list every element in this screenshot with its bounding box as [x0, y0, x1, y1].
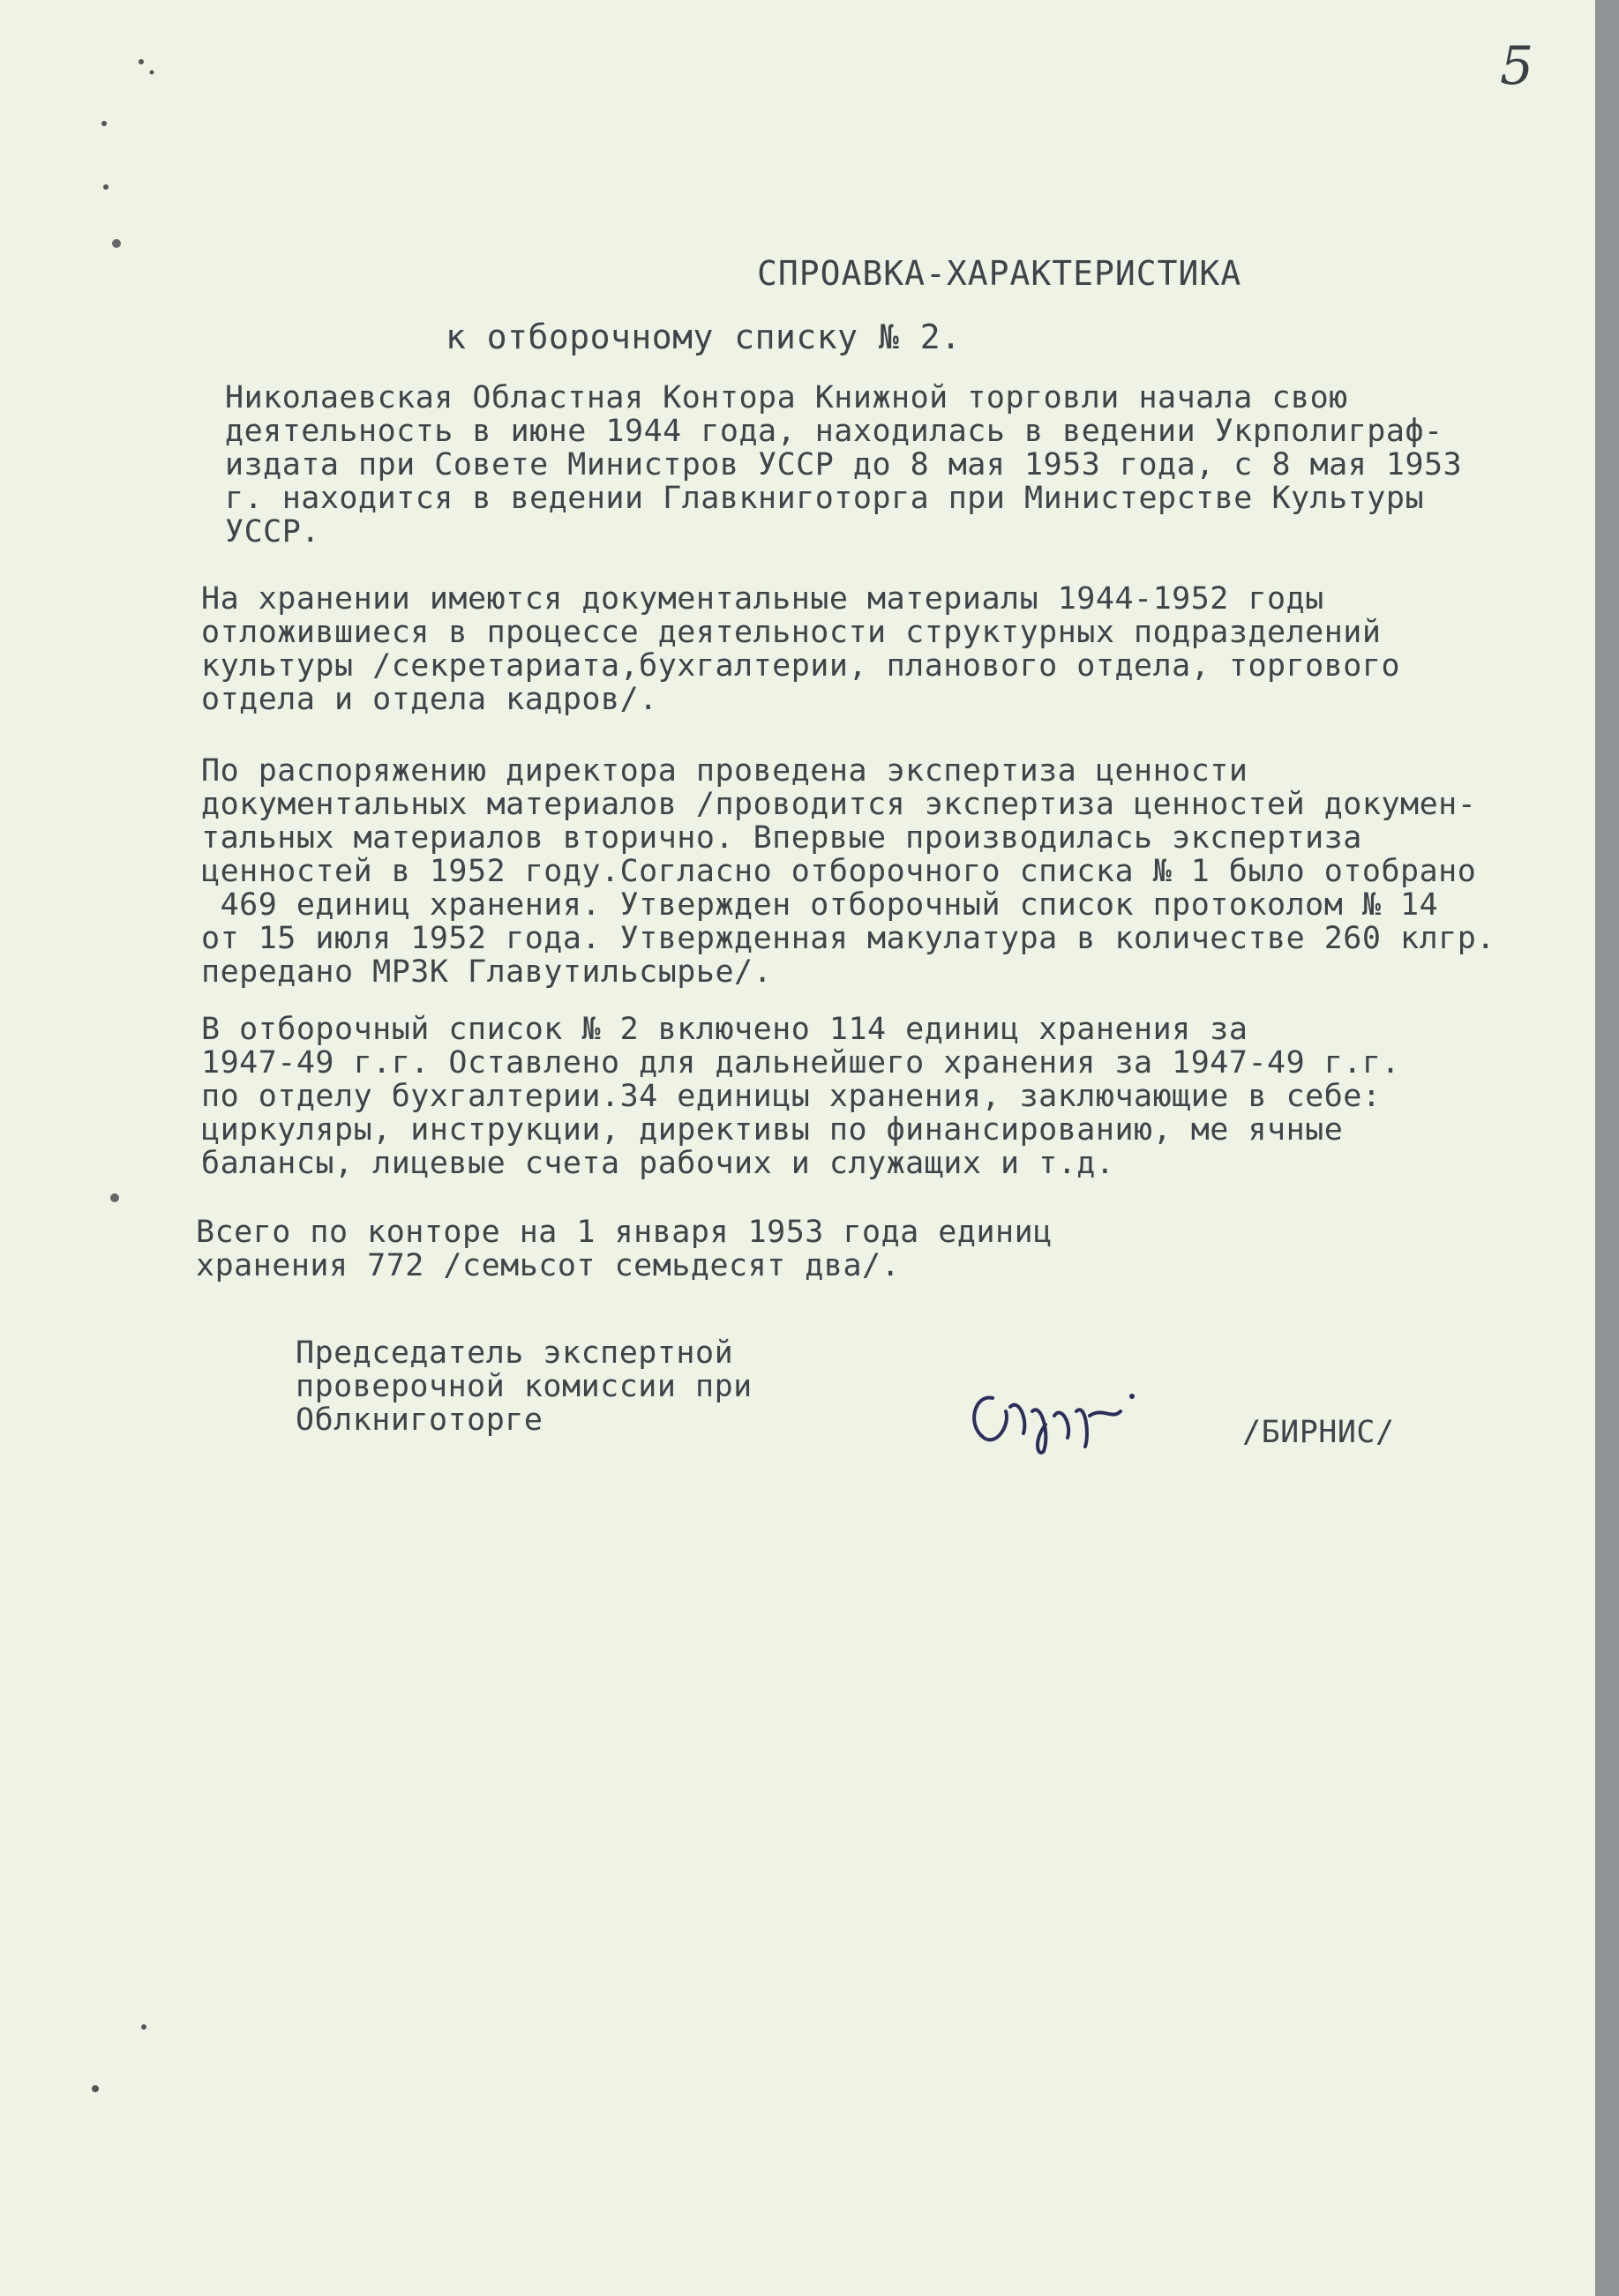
page-number: 5: [1500, 35, 1534, 97]
document-subtitle: к отборочному списку № 2.: [446, 318, 962, 356]
signature-block: Председатель экспертной проверочной комиссии при Облкниготорге: [296, 1335, 753, 1438]
paragraph-2: На хранении имеются документальные материалы 1944-1952 годы отложившиеся в процессе деятельности структурных подразделений культуры /секретариата,бухгалтерии, планового отдела, торгового отдела и отдела кадров/.: [201, 581, 1401, 717]
page-edge: [1595, 0, 1619, 2296]
handwritten-signature: [957, 1372, 1240, 1460]
paragraph-3: По распоряжению директора проведена экспертиза ценности документальных материалов /проводится экспертиза ценностей докумен- тальных материалов вторично. Впервые производилась экспертиза ценностей в 1952 году.Согласно отборочного списка № 1 было отобрано 469 единиц хранения. Утвержден отборочный список протоколом № 14 от 15 июля 1952 года. Утвержденная макулатура в количестве 260 клгр. передано МРЗК Главутильсырье/.: [201, 753, 1495, 990]
paragraph-4: В отборочный список № 2 включено 114 единиц хранения за 1947-49 г.г. Оставлено для дальнейшего хранения за 1947-49 г.г. по отделу бухгалтерии.34 единицы хранения, заключающие в себе: циркуляры, инструкции, директивы по финансированию, ме ячные балансы, лицевые счета рабочих и служащих и т.д.: [201, 1012, 1401, 1181]
document-title: СПРОАВКА-ХАРАКТЕРИСТИКА: [757, 254, 1242, 293]
paragraph-1: Николаевская Областная Контора Книжной торговли начала свою деятельность в июне 1944 года, находилась в ведении Укрполиграф- издата при Совете Министров УССР до 8 мая 1953 года, с 8 мая 1953 г. находится в ведении Главкниготорга при Министерстве Культуры УССР.: [225, 380, 1463, 550]
paragraph-5: Всего по конторе на 1 января 1953 года единиц хранения 772 /семьсот семьдесят два/.: [196, 1215, 1053, 1283]
signatory-name: /БИРНИС/: [1242, 1415, 1395, 1450]
